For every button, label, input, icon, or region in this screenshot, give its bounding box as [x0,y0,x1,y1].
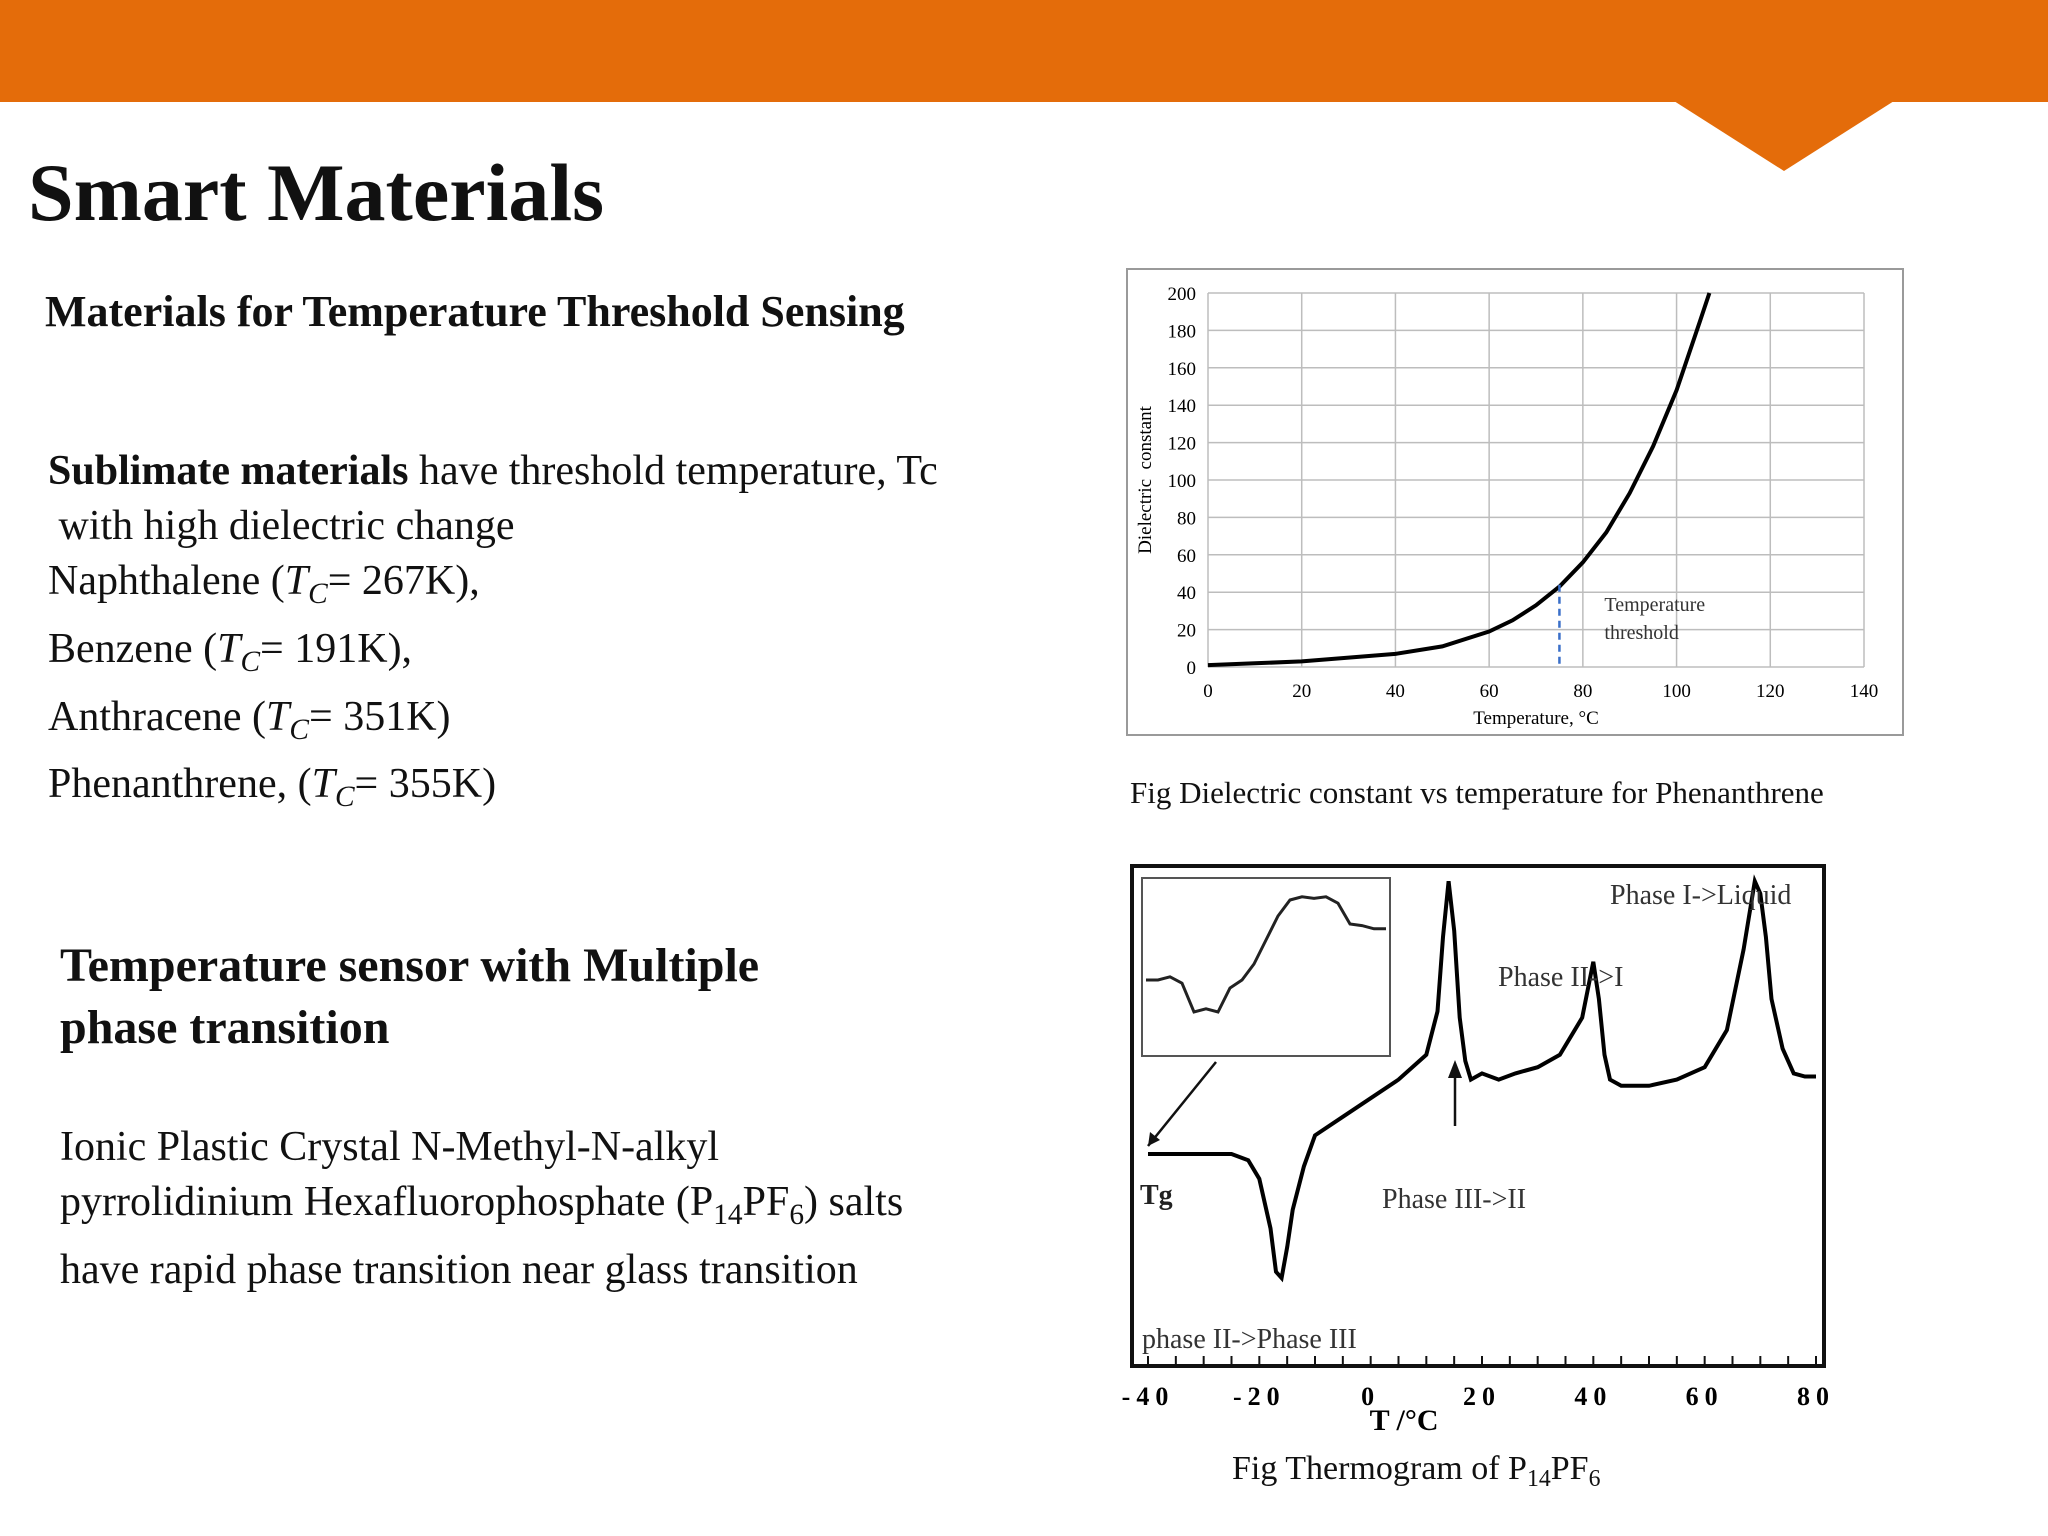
c-subscript: C [289,713,310,746]
material-value: = 267K), [327,558,480,604]
chart1-ytick-label: 200 [1167,284,1196,305]
sublimate-line2: with high dielectric change [48,503,515,549]
multi-phase-body [60,1120,903,1298]
threshold-label-line1: Temperature [1604,593,1706,616]
chart2-xtick-label: 0 [1361,1382,1381,1411]
chart1-xtick-label: 100 [1662,681,1691,702]
t-symbol: T [217,625,241,672]
label-phase-ii-i: Phase II->I [1498,962,1624,993]
threshold-label-line2: threshold [1604,621,1679,644]
sublimate-lead-rest: have threshold temperature, Tc [408,448,938,494]
caption2-sub-14: 14 [1526,1466,1551,1493]
caption2-sub-6: 6 [1588,1466,1601,1493]
chart1-ylabel: Dielectric constant [1135,406,1156,554]
chart1-xtick-label: 0 [1203,681,1213,702]
thermogram-chart [1121,864,1850,1437]
line2-text-a: pyrrolidinium Hexafluorophosphate (P [60,1179,714,1225]
chart1-xtick-label: 40 [1385,681,1405,702]
figure-caption-dielectric: Fig Dielectric constant vs temperature for Phenanthrene [1130,775,1824,810]
label-phase-ii-phase-iii: phase II->Phase III [1142,1324,1357,1355]
c-subscript: C [240,645,261,678]
material-naphthalene [48,554,938,622]
chart1-ytick-label: 60 [1177,545,1196,567]
chart2-xlabel: T /°C [1369,1404,1439,1437]
c-subscript: C [308,577,328,610]
material-value: = 355K) [354,761,497,808]
header-banner [0,0,2048,102]
material-name: Anthracene ( [48,693,267,740]
chart2-xtick-label: -20 [1232,1382,1286,1411]
chart1-xlabel: Temperature, °C [1473,708,1599,729]
chart1-ytick-label: 80 [1177,508,1196,530]
subscript-14: 14 [713,1198,743,1231]
material-name: Phenanthrene, ( [48,761,312,808]
chart1-ytick-label: 180 [1167,321,1196,343]
chart2-xtick-label: 80 [1797,1382,1835,1411]
caption2-text-a: Fig Thermogram of P [1232,1450,1527,1487]
material-value: = 191K), [260,625,413,672]
chart2-xtick-label: -40 [1121,1382,1175,1411]
sublimate-block [48,444,938,825]
chart1-xtick-label: 20 [1292,681,1312,702]
inset-frame [1142,878,1390,1056]
material-anthracene [48,690,938,758]
caption2-text-b: PF [1550,1450,1589,1487]
multi-phase-heading-line1: Temperature sensor with Multiple [60,939,760,992]
chart1-ytick-label: 0 [1186,658,1196,679]
multi-phase-line3: have rapid phase transition near glass transition [60,1246,858,1293]
label-tg: Tg [1140,1180,1173,1211]
material-name: Naphthalene ( [48,558,285,604]
sublimate-bold: Sublimate materials [48,448,409,494]
chart1-ytick-label: 160 [1167,358,1196,380]
chart1-ytick-label: 120 [1167,433,1196,455]
chart1-ytick-label: 100 [1167,471,1196,492]
banner-notch [1674,101,1894,171]
page-title: Smart Materials [28,147,605,238]
material-name: Benzene ( [48,625,218,672]
chart2-xtick-label: 60 [1685,1382,1724,1411]
t-symbol: T [284,558,309,604]
chart1-xtick-label: 80 [1573,681,1593,702]
chart2-xtick-label: 20 [1463,1382,1501,1411]
sublimate-lead [48,444,938,499]
subscript-6: 6 [789,1198,805,1231]
line2-text-c: ) salts [804,1179,904,1225]
chart1-xtick-label: 120 [1756,681,1785,702]
multi-phase-line2 [60,1175,903,1243]
multi-phase-heading-line2: phase transition [60,1001,390,1054]
t-symbol: T [266,693,290,740]
chart2-xtick-label: 40 [1574,1382,1613,1411]
material-benzene [48,622,938,690]
chart1-ytick-label: 20 [1177,620,1196,642]
chart1-ytick-label: 140 [1167,396,1196,418]
c-subscript: C [334,781,355,814]
material-phenanthrene [48,757,938,825]
label-phase-i-liquid: Phase I->Liquid [1610,880,1792,911]
line2-text-b: PF [742,1179,790,1225]
multi-phase-heading [60,935,759,1059]
multi-phase-line1: Ionic Plastic Crystal N-Methyl-N-alkyl [60,1124,720,1170]
chart1-xtick-label: 140 [1849,681,1879,702]
material-value: = 351K) [309,693,451,740]
figure-caption-thermogram [1232,1450,1601,1493]
chart1-xtick-label: 60 [1479,681,1499,702]
label-phase-iii-ii: Phase III->II [1382,1184,1527,1215]
t-symbol: T [311,761,335,808]
chart1-ytick-label: 40 [1177,583,1196,605]
section-subtitle: Materials for Temperature Threshold Sensing [45,287,905,336]
dielectric-chart [1126,268,1906,738]
